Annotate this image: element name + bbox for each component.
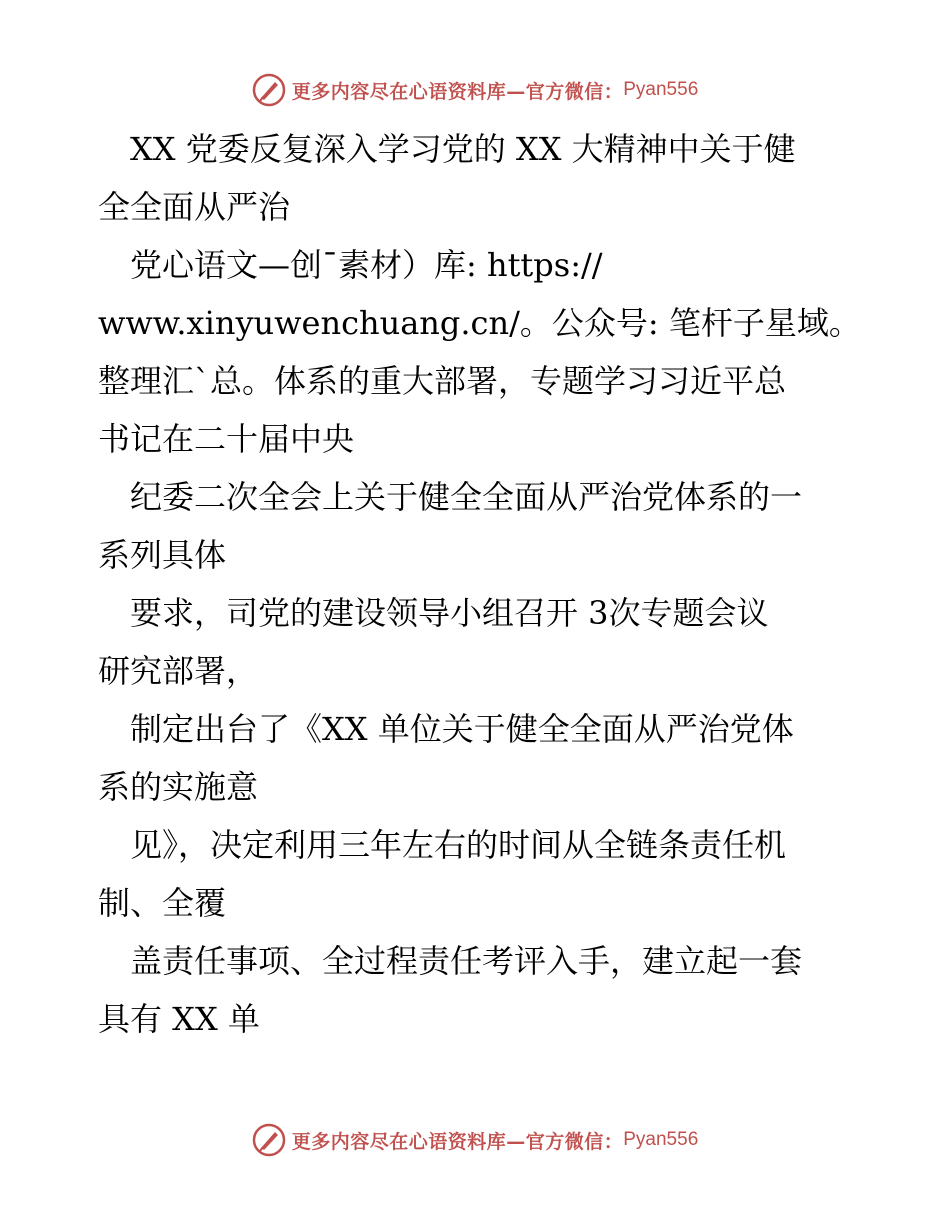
- text-line: 系列具体: [98, 536, 227, 574]
- document-body: [98, 120, 861, 1048]
- text-line: XX 党委反复深入学习党的 XX 大精神中关于健: [98, 130, 796, 168]
- text-line: 见》，决定利用三年左右的时间从全链条责任机: [98, 826, 787, 864]
- text-line: 研究部署，: [98, 652, 259, 690]
- text-line: 整理汇`总。体系的重大部署，专题学习习近平总: [98, 362, 787, 400]
- text-line: 制、全覆: [98, 884, 227, 922]
- text-line: 盖责任事项、全过程责任考评入手，建立起一套: [98, 942, 803, 980]
- quill-logo-icon: [252, 1123, 286, 1157]
- text-line: 要求，司党的建设领导小组召开 3次专题会议: [98, 594, 769, 632]
- text-line: 制定出台了《XX 单位关于健全全面从严治党体: [98, 710, 794, 748]
- banner-wechat-id: Pyan556: [623, 79, 699, 100]
- banner-text: 更多内容尽在心语资料库—官方微信：: [291, 1130, 624, 1153]
- text-line: 具有 XX 单: [98, 1000, 260, 1038]
- text-line: 系的实施意: [98, 768, 259, 806]
- banner-text: 更多内容尽在心语资料库—官方微信：: [291, 80, 624, 103]
- footer-watermark-banner: [0, 1122, 950, 1158]
- banner-wechat-id: Pyan556: [623, 1129, 699, 1150]
- header-watermark-banner: [0, 72, 950, 108]
- text-line: www.xinyuwenchuang.cn/。公众号: 笔杆子星域。: [98, 304, 861, 342]
- text-line: 书记在二十届中央: [98, 420, 355, 458]
- text-line: 纪委二次全会上关于健全全面从严治党体系的一: [98, 478, 803, 516]
- text-line: 党心语文—创¯素材）库: https://: [98, 246, 603, 284]
- text-line: 全全面从严治: [98, 188, 291, 226]
- quill-logo-icon: [252, 73, 286, 107]
